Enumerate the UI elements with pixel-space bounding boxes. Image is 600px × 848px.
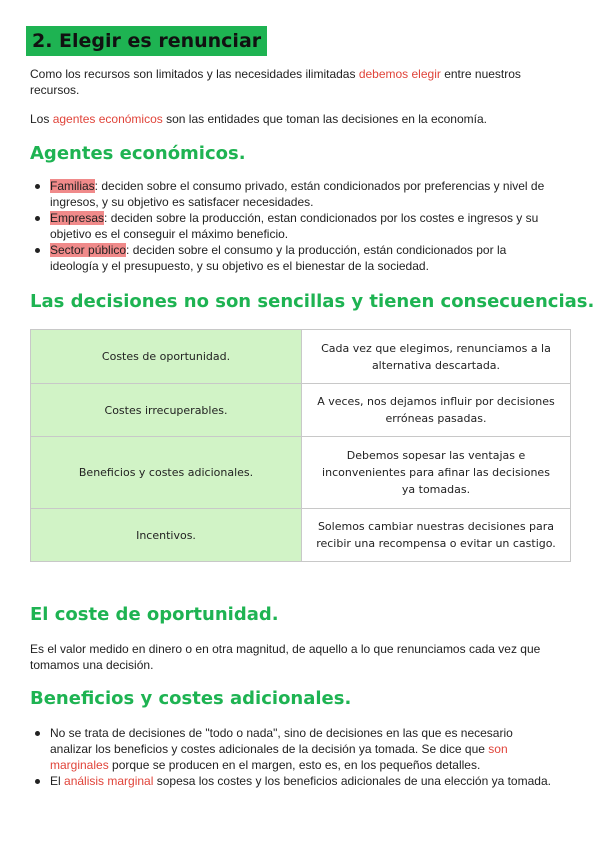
- text-run: sopesa los costes y los beneficios adicionales de una elección ya tomada.: [153, 774, 551, 788]
- text-run: son las entidades que toman las decisiones en la economía.: [162, 112, 487, 126]
- list-item: [30, 725, 555, 773]
- bullet-icon: [35, 216, 40, 221]
- concept-cell: Costes de oportunidad.: [31, 330, 302, 384]
- table-row: [31, 384, 571, 437]
- heading-coste: El coste de oportunidad.: [30, 604, 279, 625]
- list-item: [30, 242, 555, 274]
- bullet-icon: [35, 731, 40, 736]
- text-run: Como los recursos son limitados y las necesidades ilimitadas: [30, 67, 359, 81]
- decisions-table: [30, 329, 571, 562]
- text-run: entre nuestros recursos.: [30, 67, 521, 97]
- description-cell: Solemos cambiar nuestras decisiones para recibir una recompensa o evitar un castigo.: [302, 509, 571, 562]
- concept-cell: Costes irrecuperables.: [31, 384, 302, 437]
- section-title: 2. Elegir es renunciar: [32, 30, 262, 52]
- heading-decisiones: Las decisiones no son sencillas y tienen consecuencias.: [30, 291, 595, 312]
- section-title-box: [26, 26, 267, 56]
- description-cell: Cada vez que elegimos, renunciamos a la alternativa descartada.: [302, 330, 571, 384]
- table-row: [31, 330, 571, 384]
- description-cell: A veces, nos dejamos influir por decisiones erróneas pasadas.: [302, 384, 571, 437]
- agent-term: Sector público: [50, 243, 127, 257]
- description-cell: Debemos sopesar las ventajas e inconvenientes para afinar las decisiones ya tomadas.: [302, 437, 571, 509]
- intro-paragraph-1: [30, 66, 550, 98]
- beneficios-list: [30, 725, 555, 789]
- highlighted-term: agentes económicos: [52, 112, 163, 126]
- bullet-icon: [35, 779, 40, 784]
- agent-description: : deciden sobre el consumo y la producción, están condicionados por la ideología y el presupuesto, y su objetivo es el bienestar de la sociedad.: [50, 243, 507, 273]
- agent-description: : deciden sobre la producción, estan condicionados por los costes e ingresos y su objetivo es el conseguir el máximo beneficio.: [50, 211, 539, 241]
- agent-term: Empresas: [50, 211, 105, 225]
- text-run: Los: [30, 112, 53, 126]
- intro-paragraph-2: [30, 111, 550, 127]
- highlighted-term: son marginales: [50, 742, 508, 772]
- list-item: [30, 210, 555, 242]
- bullet-icon: [35, 248, 40, 253]
- text-run: No se trata de decisiones de "todo o nada", sino de decisiones en las que es necesario analizar los beneficios y costes adicionales de la decisión ya tomada. Se dice que: [50, 726, 513, 756]
- agentes-list: [30, 178, 555, 274]
- agent-term: Familias: [50, 179, 95, 193]
- bullet-icon: [35, 184, 40, 189]
- heading-agentes: Agentes económicos.: [30, 143, 246, 164]
- list-item: [30, 773, 555, 789]
- list-item: [30, 178, 555, 210]
- concept-cell: Beneficios y costes adicionales.: [31, 437, 302, 509]
- agent-description: : deciden sobre el consumo privado, están condicionados por preferencias y nivel de ingresos, y su objetivo es satisfacer necesidades.: [50, 179, 545, 209]
- heading-beneficios: Beneficios y costes adicionales.: [30, 688, 352, 709]
- concept-cell: Incentivos.: [31, 509, 302, 562]
- coste-paragraph: Es el valor medido en dinero o en otra magnitud, de aquello a lo que renunciamos cada vez que tomamos una decisión.: [30, 642, 541, 672]
- table-row: [31, 509, 571, 562]
- table-row: [31, 437, 571, 509]
- text-run: El: [50, 774, 65, 788]
- highlighted-term: análisis marginal: [64, 774, 154, 788]
- text-run: porque se producen en el margen, esto es, en los pequeños detalles.: [108, 758, 481, 772]
- highlighted-term: debemos elegir: [358, 67, 441, 81]
